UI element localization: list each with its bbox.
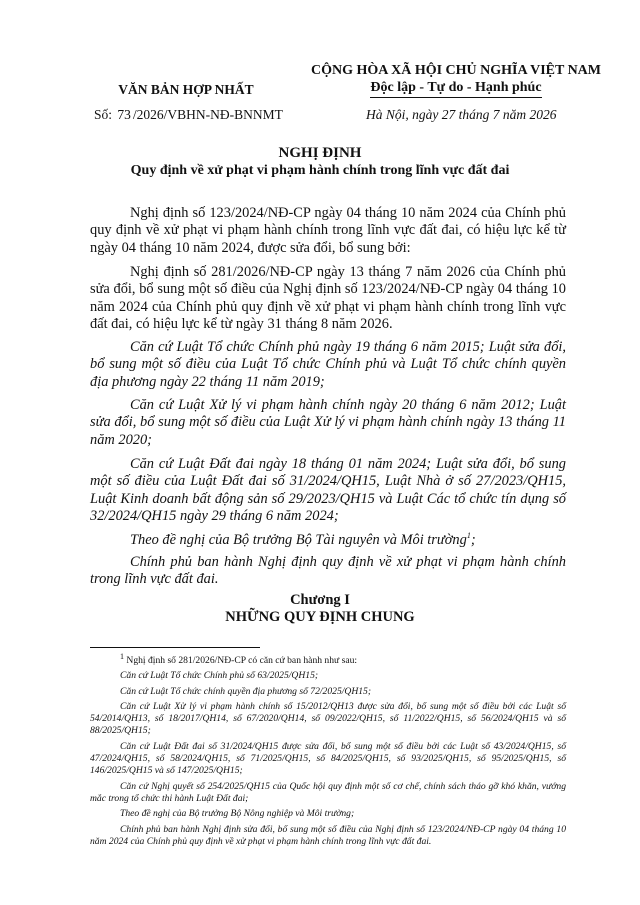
issue-date: Hà Nội, ngày 27 tháng 7 năm 2026 [366, 107, 557, 122]
proposal-block [90, 532, 566, 549]
amendment-block [90, 264, 566, 334]
amendment-paragraph: Nghị định số 281/2026/NĐ-CP ngày 13 tháng 7 năm 2026 của Chính phủ sửa đổi, bổ sung một số điều của Nghị định số 123/2024/NĐ-CP ngày 04 tháng 10 năm 2024 của Chính phủ quy định về xử phạt vi phạm hành chính trong lĩnh vực đất đai, có hiệu lực kể từ ngày 31 tháng 8 năm 2026. [90, 264, 566, 333]
footnote-line: Theo đề nghị của Bộ trưởng Bộ Nông nghiệp và Môi trường; [120, 808, 355, 820]
legal-basis-text: Căn cứ Luật Đất đai ngày 18 tháng 01 năm 2024; Luật sửa đổi, bổ sung một số điều của Luật Đất đai số 31/2024/QH15, Luật Nhà ở số 27/2023/QH15, Luật Kinh doanh bất động sản số 29/2023/QH15 và Luật Các tổ chức tín dụng số 32/2024/QH15 ngày 29 tháng 6 năm 2024; [90, 456, 566, 525]
number-value: 73 [117, 107, 131, 122]
motto: Độc lập - Tự do - Hạnh phúc [370, 79, 541, 98]
country-name: CỘNG HÒA XÃ HỘI CHỦ NGHĨA VIỆT NAM [310, 63, 601, 78]
footnotes [90, 651, 566, 848]
document-type: NGHỊ ĐỊNH [278, 145, 362, 161]
footnote-intro [90, 651, 566, 667]
document-subject: Quy định về xử phạt vi phạm hành chính trong lĩnh vực đất đai [130, 163, 510, 178]
document-number [94, 107, 283, 123]
decree-text: Chính phủ ban hành Nghị định quy định về xử phạt vi phạm hành chính trong lĩnh vực đất đai. [90, 554, 566, 588]
intro-block [90, 205, 566, 257]
proposal-text: Theo đề nghị của Bộ trưởng Bộ Tài nguyên và Môi trường [130, 532, 467, 548]
footnote-line: Căn cứ Luật Xử lý vi phạm hành chính số 15/2012/QH13 được sửa đổi, bổ sung một số điều bởi các Luật số 54/2014/QH13, số 18/2017/QH14, số 67/2020/QH14, số 09/2022/QH15, số 11/2022/QH15, số 56/2024/QH15 và số 88/2025/QH15; [90, 700, 566, 737]
proposal-end: ; [470, 532, 476, 548]
footnote-divider [90, 647, 260, 648]
legal-basis-text: Căn cứ Luật Xử lý vi phạm hành chính ngày 20 tháng 6 năm 2012; Luật sửa đổi, bổ sung một số điều của Luật Xử lý vi phạm hành chính ngày 13 tháng 11 năm 2020; [90, 397, 566, 448]
footnote-line: Căn cứ Luật Tổ chức Chính phủ số 63/2025/QH15; [120, 670, 319, 682]
number-prefix: Số: [94, 107, 113, 122]
national-header [306, 62, 606, 98]
chapter-title: NHỮNG QUY ĐỊNH CHUNG [225, 609, 415, 625]
number-suffix: /2026/VBHN-NĐ-BNNMT [132, 107, 283, 122]
legal-basis-2 [90, 397, 566, 449]
footnote-line: Căn cứ Luật Tổ chức chính quyền địa phương số 72/2025/QH15; [120, 685, 372, 697]
legal-basis-1 [90, 339, 566, 391]
chapter-number: Chương I [290, 592, 350, 608]
intro-paragraph: Nghị định số 123/2024/NĐ-CP ngày 04 tháng 10 năm 2024 của Chính phủ quy định về xử phạt vi phạm hành chính trong lĩnh vực đất đai, có hiệu lực kể từ ngày 04 tháng 10 năm 2024, được sửa đổi, bổ sung bởi: [90, 205, 566, 256]
legal-basis-text: Căn cứ Luật Tổ chức Chính phủ ngày 19 tháng 6 năm 2015; Luật sửa đổi, bổ sung một số điều của Luật Tổ chức Chính phủ và Luật Tổ chức chính quyền địa phương ngày 22 tháng 11 năm 2019; [90, 339, 566, 390]
decree-block [90, 554, 566, 589]
issuing-agency: VĂN BẢN HỢP NHẤT [118, 82, 254, 97]
footnote-intro-text: Nghị định số 281/2026/NĐ-CP có căn cứ ban hành như sau: [126, 655, 358, 666]
footnote-line: Căn cứ Luật Đất đai số 31/2024/QH15 được sửa đổi, bổ sung một số điều bởi các Luật số 43/2024/QH15, số 47/2024/QH15, số 58/2024/QH15, số 71/2025/QH15, số 84/2025/QH15, số 93/2025/QH15, số 95/2025/QH15, số 146/2025/QH15 và số 147/2025/QH15; [90, 740, 566, 777]
footnote-line: Căn cứ Nghị quyết số 254/2025/QH15 của Quốc hội quy định một số cơ chế, chính sách tháo gỡ khó khăn, vướng mắc trong tổ chức thi hành Luật Đất đai; [90, 780, 566, 804]
footnote-ref[interactable]: 1 [466, 531, 471, 541]
footnote-mark: 1 [120, 651, 124, 661]
legal-basis-3 [90, 456, 566, 526]
footnote-line: Chính phủ ban hành Nghị định sửa đổi, bổ sung một số điều của Nghị định số 123/2024/NĐ-CP ngày 04 tháng 10 năm 2024 của Chính phủ quy định về xử phạt vi phạm hành chính trong lĩnh vực đất đai. [90, 823, 566, 847]
